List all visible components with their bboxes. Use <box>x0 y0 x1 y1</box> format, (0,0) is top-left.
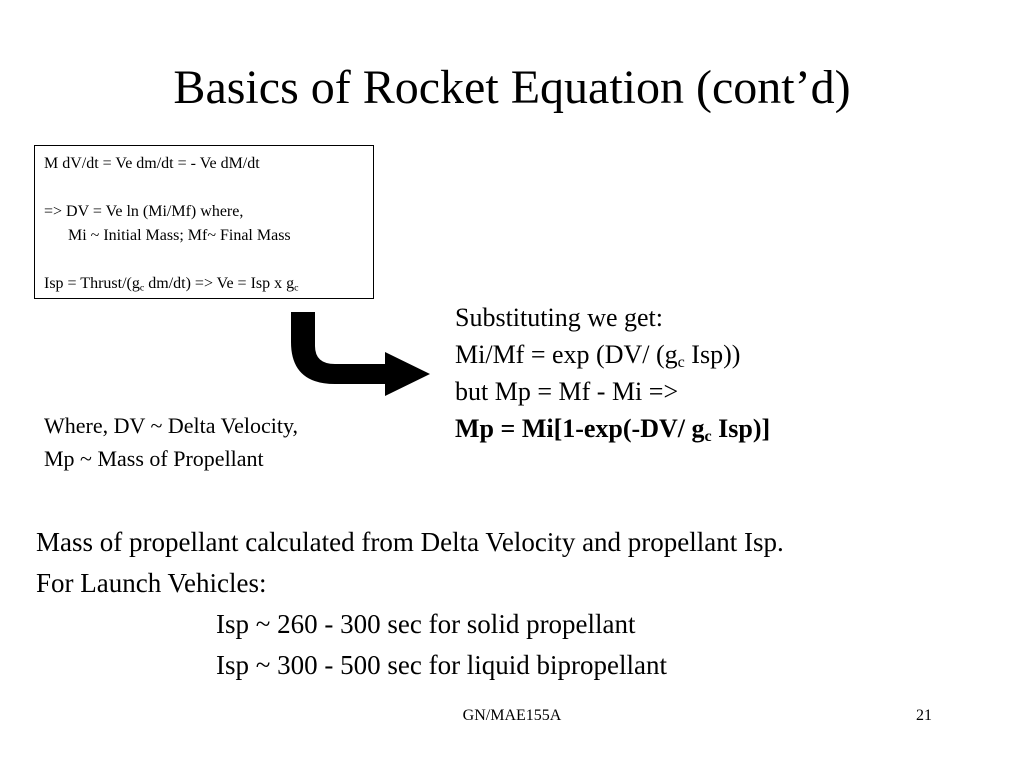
definitions-block <box>44 409 298 475</box>
page-number: 21 <box>916 707 932 724</box>
slide-title: Basics of Rocket Equation (cont’d) <box>173 61 851 114</box>
equation-box <box>34 145 374 299</box>
mass-ratio-equation: Mi/Mf = exp (DV/ ($g_c$ Isp)) <box>455 340 741 372</box>
equation-delta-v: => DV = Ve ln (Mi/Mf) where, <box>44 203 244 220</box>
mass-text-block <box>36 522 784 686</box>
propellant-mass-relation: but Mp = Mf - Mi => <box>455 377 679 406</box>
propellant-mass-equation: Mp = Mi[1-exp(-DV/ $g_c$ Isp)] <box>455 414 771 446</box>
mass-summary: Mass of propellant calculated from Delta Velocity and propellant Isp. <box>36 527 784 557</box>
equation-momentum: M dV/dt = Ve dm/dt = - Ve dM/dt <box>44 155 260 172</box>
equation-mass-definitions: Mi ~ Initial Mass; Mf~ Final Mass <box>68 227 291 244</box>
isp-solid: Isp ~ 260 - 300 sec for solid propellant <box>216 609 636 639</box>
definition-delta-v: Where, DV ~ Delta Velocity, <box>44 413 299 438</box>
launch-vehicles-heading: For Launch Vehicles: <box>36 568 267 598</box>
footer-course: GN/MAE155A <box>462 707 562 724</box>
curved-arrow-icon <box>285 312 435 402</box>
equation-isp: Isp = Thrust/($g_c$ dm/dt) => Ve = Isp x $g_c$ <box>44 275 299 294</box>
substitution-intro: Substituting we get: <box>455 303 663 332</box>
substitution-block <box>455 299 770 447</box>
definition-mp: Mp ~ Mass of Propellant <box>44 446 264 471</box>
isp-liquid: Isp ~ 300 - 500 sec for liquid bipropellant <box>216 650 668 680</box>
